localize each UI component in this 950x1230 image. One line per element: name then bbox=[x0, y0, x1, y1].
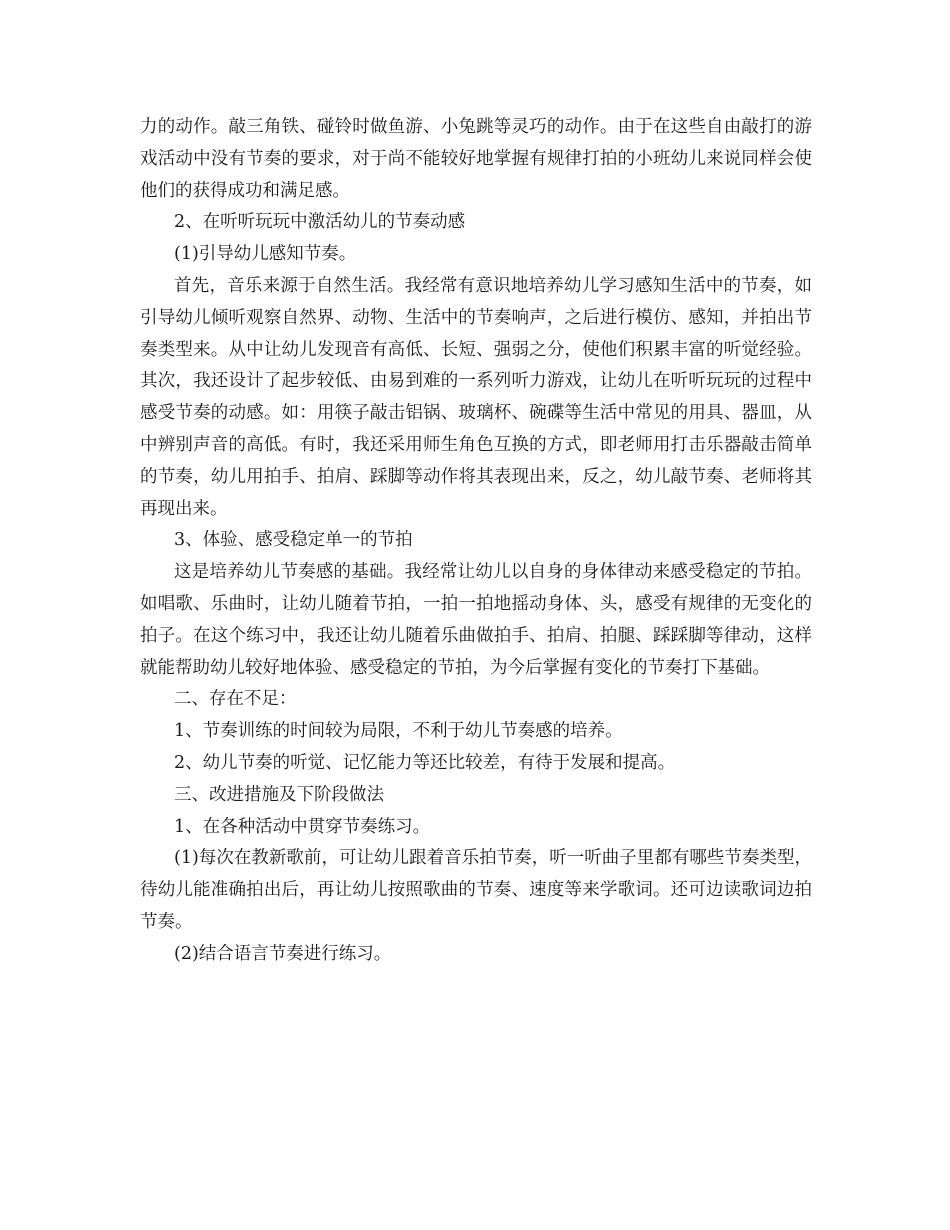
paragraph-body-rhythm: 这是培养幼儿节奏感的基础。我经常让幼儿以自身的身体律动来感受稳定的节拍。如唱歌、乐曲时，让幼儿随着节拍，一拍一拍地摇动身体、头，感受有规律的无变化的拍子。在这个练习中，我还让幼儿随着乐曲做拍手、拍肩、拍腿、踩踩脚等律动，这样就能帮助幼儿较好地体验、感受稳定的节拍，为今后掌握有变化的节奏打下基础。 bbox=[140, 562, 812, 678]
heading-improvements: 三、改进措施及下阶段做法 bbox=[174, 784, 384, 805]
shortcoming-item-1: 1、节奏训练的时间较为局限，不利于幼儿节奏感的培养。 bbox=[174, 721, 623, 742]
improvement-subitem-2: (2)结合语言节奏进行练习。 bbox=[174, 943, 392, 964]
improvement-subitem-1: (1)每次在教新歌前，可让幼儿跟着音乐拍节奏，听一听曲子里都有哪些节奏类型，待幼儿能准确拍出后，再让幼儿按照歌曲的节奏、速度等来学歌词。还可边读歌词边拍节奏。 bbox=[140, 848, 812, 932]
subheading-perceive-rhythm: (1)引导幼儿感知节奏。 bbox=[174, 244, 357, 265]
improvement-item-1: 1、在各种活动中贯穿节奏练习。 bbox=[174, 816, 431, 837]
subheading-listen-play: 2、在听听玩玩中激活幼儿的节奏动感 bbox=[174, 212, 466, 233]
paragraph-continuation: 力的动作。敲三角铁、碰铃时做鱼游、小兔跳等灵巧的动作。由于在这些自由敲打的游戏活动中没有节奏的要求，对于尚不能较好地掌握有规律打拍的小班幼儿来说同样会使他们的获得成功和满足感。 bbox=[140, 117, 812, 201]
subheading-stable-beat: 3、体验、感受稳定单一的节拍 bbox=[174, 530, 413, 551]
heading-shortcomings: 二、存在不足： bbox=[174, 689, 297, 710]
document-page bbox=[140, 112, 812, 971]
paragraph-nature-life: 首先，音乐来源于自然生活。我经常有意识地培养幼儿学习感知生活中的节奏，如引导幼儿倾听观察自然界、动物、生活中的节奏响声，之后进行模仿、感知，并拍出节奏类型来。从中让幼儿发现音有高低、长短、强弱之分，使他们积累丰富的听觉经验。其次，我还设计了起步较低、由易到难的一系列听力游戏，让幼儿在听听玩玩的过程中感受节奏的动感。如：用筷子敲击铝锅、玻璃杯、碗碟等生活中常见的用具、器皿，从中辨别声音的高低。有时，我还采用师生角色互换的方式，即老师用打击乐器敲击简单的节奏，幼儿用拍手、拍肩、踩脚等动作将其表现出来，反之，幼儿敲节奏、老师将其再现出来。 bbox=[140, 275, 812, 519]
shortcoming-item-2: 2、幼儿节奏的听觉、记忆能力等还比较差，有待于发展和提高。 bbox=[174, 752, 676, 773]
